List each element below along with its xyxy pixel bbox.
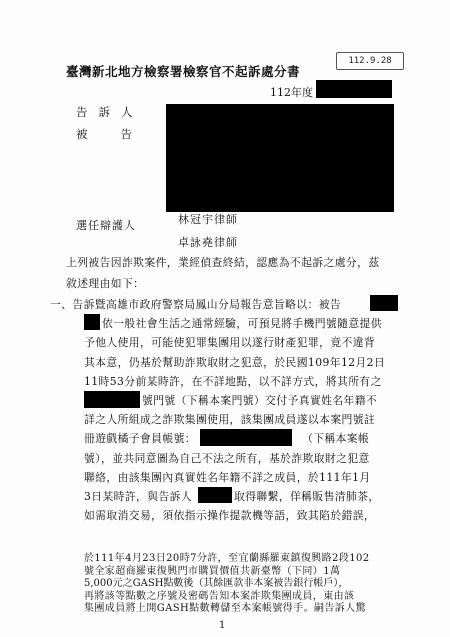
body-line: 3日某時許，與告訴人 (84, 490, 193, 503)
redaction-parties (166, 104, 394, 212)
page-number: 1 (219, 620, 226, 631)
body-line: 如需取消交易，須依指示操作提款機等語，致其陷於錯誤， (84, 509, 376, 523)
complainant-label: 告訴人 (76, 105, 144, 119)
body-line: 5,000元之GASH點數後（其餘匯款非本案被告銀行帳戶）， (84, 578, 349, 589)
body-line: 號門號（下稱本案門號）交付予真實姓名年籍不 (142, 394, 378, 407)
redaction-case-number (316, 80, 392, 98)
intro-line: 敘述理由如下： (66, 277, 145, 290)
body-line: 詳之人所組成之詐欺集團使用，該集團成員遂以本案門號註 (84, 413, 376, 427)
body-line: 依一般社會生活之通常經驗，可預見將手機門號隨意提供 (102, 317, 382, 331)
body-line: 集團成員將上開GASH點數轉儲至本案帳號得手。嗣告訴人驚 (84, 603, 366, 614)
lawyer-name: 林冠宇律師 (178, 213, 238, 226)
defense-label: 選任辯護人 (76, 219, 136, 232)
body-line: 取得聯繫，佯稱販售清肺茶， (234, 490, 380, 503)
body-line: 冊遊戲橘子會員帳號： (84, 432, 196, 446)
body-line: 號），並共同意圖為自己不法之所有，基於詐欺取財之犯意 (84, 451, 370, 465)
lawyer-name: 卓詠堯律師 (178, 236, 238, 249)
redaction-name (84, 314, 100, 330)
defendant-label: 被告 (76, 127, 165, 141)
redaction-name (370, 295, 398, 311)
redaction-name (198, 487, 232, 503)
body-line: 11時53分前某時許，在不詳地點，以不詳方式，將其所有之 (84, 374, 382, 388)
date-stamp: 112.9.28 (336, 52, 404, 70)
intro-line: 上列被告因詐欺案件，業經偵查終結，認應為不起訴之處分，茲 (66, 256, 380, 269)
body-line: 聯絡，由該集團內真實姓名年籍不詳之成員，於111年1月 (84, 470, 371, 484)
document-title: 臺灣新北地方檢察署檢察官不起訴處分書 (66, 64, 301, 79)
body-line: 予他人使用，可能使犯罪集團用以遂行財產犯罪，竟不違背 (84, 336, 376, 350)
body-line: 一、告訴暨高雄市政府警察局鳳山分局報告意旨略以：被告 (50, 298, 342, 311)
body-line: 號全家超商羅東復興門市購買價值共新臺幣（下同）1萬 (84, 565, 341, 577)
body-line: 其本意，仍基於幫助詐欺取財之犯意，於民國109年12月2日 (84, 355, 386, 369)
redaction-phone (84, 391, 140, 408)
body-line: 於111年4月23日20時7分許，至宜蘭縣羅東鎮復興路2段102 (84, 553, 370, 564)
redaction-account (200, 429, 292, 446)
body-line: 再將該等點數之序號及密碼告知本案詐欺集團成員，東由該 (84, 590, 355, 602)
body-line: （下稱本案帳 (302, 432, 370, 446)
case-number: 112年度 (270, 86, 313, 99)
